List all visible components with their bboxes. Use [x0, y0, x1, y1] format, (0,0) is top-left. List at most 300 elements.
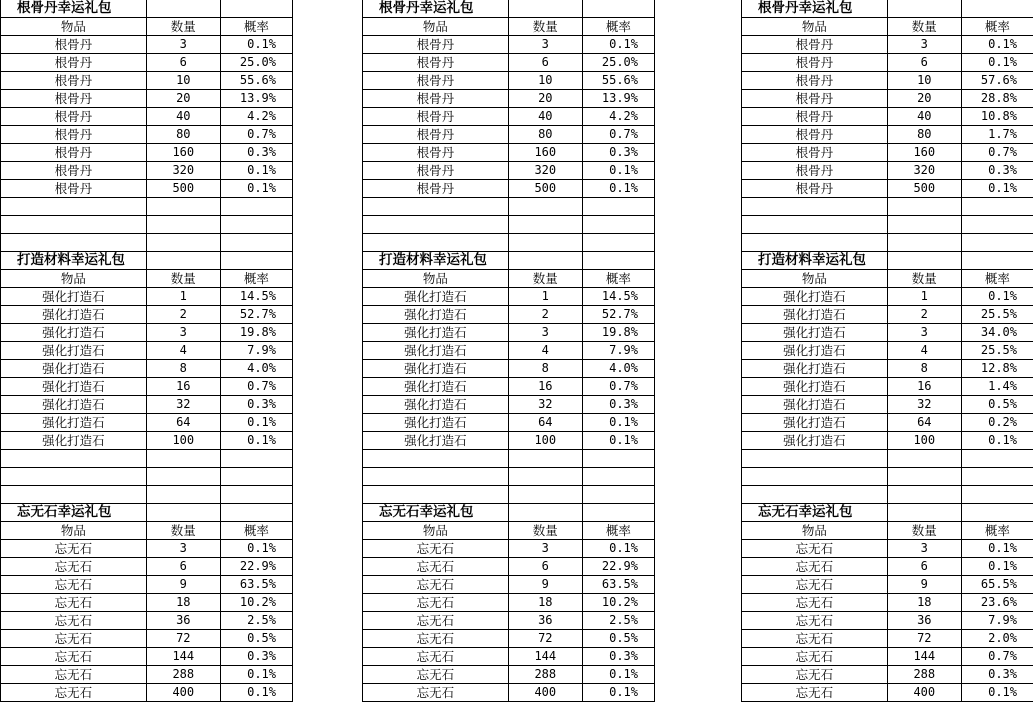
quantity-cell[interactable]: 64: [887, 414, 961, 432]
item-name-cell[interactable]: 忘无石: [363, 666, 508, 684]
probability-cell[interactable]: 0.1%: [961, 540, 1033, 558]
probability-cell[interactable]: 7.9%: [961, 612, 1033, 630]
quantity-cell[interactable]: 6: [146, 558, 220, 576]
item-name-cell[interactable]: 忘无石: [742, 540, 887, 558]
quantity-cell[interactable]: 2: [887, 306, 961, 324]
probability-cell[interactable]: 2.0%: [961, 630, 1033, 648]
item-name-cell[interactable]: 根骨丹: [742, 36, 887, 54]
item-name-cell[interactable]: 强化打造石: [742, 432, 887, 450]
quantity-cell[interactable]: 9: [887, 576, 961, 594]
empty-cell[interactable]: [220, 234, 292, 252]
empty-cell[interactable]: [508, 504, 582, 522]
item-name-cell[interactable]: 强化打造石: [742, 360, 887, 378]
item-name-cell[interactable]: 根骨丹: [1, 180, 146, 198]
header-qty[interactable]: 数量: [146, 522, 220, 540]
empty-cell[interactable]: [363, 486, 508, 504]
header-qty[interactable]: 数量: [508, 522, 582, 540]
empty-cell[interactable]: [220, 0, 292, 18]
item-name-cell[interactable]: 根骨丹: [1, 90, 146, 108]
empty-cell[interactable]: [220, 486, 292, 504]
empty-cell[interactable]: [582, 198, 654, 216]
pack-title[interactable]: 打造材料幸运礼包: [363, 252, 508, 270]
header-prob[interactable]: 概率: [220, 522, 292, 540]
quantity-cell[interactable]: 72: [887, 630, 961, 648]
probability-cell[interactable]: 0.1%: [961, 558, 1033, 576]
header-item[interactable]: 物品: [742, 522, 887, 540]
item-name-cell[interactable]: 忘无石: [742, 648, 887, 666]
empty-cell[interactable]: [146, 198, 220, 216]
quantity-cell[interactable]: 32: [146, 396, 220, 414]
probability-cell[interactable]: 0.1%: [582, 36, 654, 54]
item-name-cell[interactable]: 根骨丹: [1, 162, 146, 180]
probability-cell[interactable]: 25.0%: [220, 54, 292, 72]
quantity-cell[interactable]: 16: [146, 378, 220, 396]
quantity-cell[interactable]: 3: [146, 36, 220, 54]
item-name-cell[interactable]: 忘无石: [363, 648, 508, 666]
quantity-cell[interactable]: 400: [508, 684, 582, 702]
quantity-cell[interactable]: 3: [887, 36, 961, 54]
empty-cell[interactable]: [742, 216, 887, 234]
probability-cell[interactable]: 28.8%: [961, 90, 1033, 108]
probability-cell[interactable]: 0.1%: [220, 666, 292, 684]
item-name-cell[interactable]: 强化打造石: [1, 288, 146, 306]
quantity-cell[interactable]: 8: [887, 360, 961, 378]
quantity-cell[interactable]: 6: [887, 54, 961, 72]
item-name-cell[interactable]: 忘无石: [363, 612, 508, 630]
empty-cell[interactable]: [363, 450, 508, 468]
header-qty[interactable]: 数量: [887, 522, 961, 540]
empty-cell[interactable]: [508, 486, 582, 504]
header-prob[interactable]: 概率: [220, 270, 292, 288]
probability-cell[interactable]: 0.1%: [961, 432, 1033, 450]
pack-title[interactable]: 打造材料幸运礼包: [742, 252, 887, 270]
quantity-cell[interactable]: 2: [508, 306, 582, 324]
pack-title[interactable]: 根骨丹幸运礼包: [1, 0, 146, 18]
item-name-cell[interactable]: 忘无石: [1, 558, 146, 576]
quantity-cell[interactable]: 20: [146, 90, 220, 108]
empty-cell[interactable]: [220, 252, 292, 270]
probability-cell[interactable]: 0.3%: [961, 162, 1033, 180]
empty-cell[interactable]: [887, 486, 961, 504]
item-name-cell[interactable]: 强化打造石: [742, 396, 887, 414]
item-name-cell[interactable]: 根骨丹: [363, 180, 508, 198]
item-name-cell[interactable]: 根骨丹: [742, 126, 887, 144]
empty-cell[interactable]: [220, 504, 292, 522]
probability-cell[interactable]: 25.0%: [582, 54, 654, 72]
quantity-cell[interactable]: 36: [146, 612, 220, 630]
empty-cell[interactable]: [582, 0, 654, 18]
quantity-cell[interactable]: 32: [508, 396, 582, 414]
item-name-cell[interactable]: 忘无石: [363, 684, 508, 702]
empty-cell[interactable]: [961, 486, 1033, 504]
probability-cell[interactable]: 0.1%: [582, 540, 654, 558]
item-name-cell[interactable]: 忘无石: [1, 630, 146, 648]
quantity-cell[interactable]: 32: [887, 396, 961, 414]
item-name-cell[interactable]: 强化打造石: [742, 378, 887, 396]
probability-cell[interactable]: 34.0%: [961, 324, 1033, 342]
empty-cell[interactable]: [146, 252, 220, 270]
pack-title[interactable]: 忘无石幸运礼包: [1, 504, 146, 522]
empty-cell[interactable]: [961, 468, 1033, 486]
probability-cell[interactable]: 0.3%: [220, 396, 292, 414]
quantity-cell[interactable]: 6: [887, 558, 961, 576]
probability-cell[interactable]: 0.1%: [582, 666, 654, 684]
probability-cell[interactable]: 14.5%: [220, 288, 292, 306]
probability-cell[interactable]: 23.6%: [961, 594, 1033, 612]
item-name-cell[interactable]: 强化打造石: [742, 306, 887, 324]
empty-cell[interactable]: [961, 216, 1033, 234]
probability-cell[interactable]: 0.1%: [220, 180, 292, 198]
item-name-cell[interactable]: 根骨丹: [1, 126, 146, 144]
empty-cell[interactable]: [887, 216, 961, 234]
header-item[interactable]: 物品: [742, 270, 887, 288]
item-name-cell[interactable]: 忘无石: [363, 540, 508, 558]
probability-cell[interactable]: 63.5%: [220, 576, 292, 594]
probability-cell[interactable]: 0.7%: [961, 144, 1033, 162]
quantity-cell[interactable]: 9: [508, 576, 582, 594]
probability-cell[interactable]: 55.6%: [220, 72, 292, 90]
item-name-cell[interactable]: 根骨丹: [363, 72, 508, 90]
quantity-cell[interactable]: 1: [508, 288, 582, 306]
item-name-cell[interactable]: 根骨丹: [742, 72, 887, 90]
header-qty[interactable]: 数量: [146, 270, 220, 288]
probability-cell[interactable]: 4.2%: [582, 108, 654, 126]
quantity-cell[interactable]: 72: [146, 630, 220, 648]
empty-cell[interactable]: [508, 198, 582, 216]
empty-cell[interactable]: [146, 450, 220, 468]
item-name-cell[interactable]: 忘无石: [363, 630, 508, 648]
quantity-cell[interactable]: 100: [887, 432, 961, 450]
empty-cell[interactable]: [363, 216, 508, 234]
empty-cell[interactable]: [220, 216, 292, 234]
empty-cell[interactable]: [887, 504, 961, 522]
quantity-cell[interactable]: 160: [887, 144, 961, 162]
header-item[interactable]: 物品: [363, 270, 508, 288]
probability-cell[interactable]: 0.1%: [220, 414, 292, 432]
probability-cell[interactable]: 0.5%: [220, 630, 292, 648]
empty-cell[interactable]: [742, 468, 887, 486]
quantity-cell[interactable]: 400: [887, 684, 961, 702]
item-name-cell[interactable]: 强化打造石: [363, 414, 508, 432]
item-name-cell[interactable]: 忘无石: [1, 540, 146, 558]
quantity-cell[interactable]: 36: [887, 612, 961, 630]
pack-title[interactable]: 根骨丹幸运礼包: [363, 0, 508, 18]
quantity-cell[interactable]: 160: [146, 144, 220, 162]
quantity-cell[interactable]: 10: [887, 72, 961, 90]
probability-cell[interactable]: 13.9%: [582, 90, 654, 108]
quantity-cell[interactable]: 144: [508, 648, 582, 666]
item-name-cell[interactable]: 忘无石: [363, 558, 508, 576]
probability-cell[interactable]: 0.1%: [220, 540, 292, 558]
item-name-cell[interactable]: 忘无石: [742, 558, 887, 576]
item-name-cell[interactable]: 忘无石: [742, 612, 887, 630]
quantity-cell[interactable]: 500: [887, 180, 961, 198]
probability-cell[interactable]: 0.1%: [961, 684, 1033, 702]
empty-cell[interactable]: [508, 468, 582, 486]
probability-cell[interactable]: 25.5%: [961, 306, 1033, 324]
empty-cell[interactable]: [961, 234, 1033, 252]
empty-cell[interactable]: [508, 216, 582, 234]
quantity-cell[interactable]: 288: [508, 666, 582, 684]
empty-cell[interactable]: [146, 468, 220, 486]
probability-cell[interactable]: 0.7%: [961, 648, 1033, 666]
empty-cell[interactable]: [961, 450, 1033, 468]
item-name-cell[interactable]: 根骨丹: [363, 36, 508, 54]
item-name-cell[interactable]: 强化打造石: [363, 342, 508, 360]
probability-cell[interactable]: 1.7%: [961, 126, 1033, 144]
empty-cell[interactable]: [582, 468, 654, 486]
item-name-cell[interactable]: 根骨丹: [363, 90, 508, 108]
quantity-cell[interactable]: 320: [887, 162, 961, 180]
probability-cell[interactable]: 52.7%: [582, 306, 654, 324]
probability-cell[interactable]: 7.9%: [582, 342, 654, 360]
quantity-cell[interactable]: 16: [887, 378, 961, 396]
quantity-cell[interactable]: 320: [508, 162, 582, 180]
empty-cell[interactable]: [146, 234, 220, 252]
item-name-cell[interactable]: 根骨丹: [1, 72, 146, 90]
item-name-cell[interactable]: 忘无石: [742, 630, 887, 648]
quantity-cell[interactable]: 288: [887, 666, 961, 684]
item-name-cell[interactable]: 强化打造石: [1, 360, 146, 378]
header-prob[interactable]: 概率: [582, 270, 654, 288]
item-name-cell[interactable]: 忘无石: [742, 594, 887, 612]
quantity-cell[interactable]: 3: [508, 540, 582, 558]
item-name-cell[interactable]: 强化打造石: [1, 432, 146, 450]
probability-cell[interactable]: 10.2%: [582, 594, 654, 612]
item-name-cell[interactable]: 根骨丹: [363, 162, 508, 180]
item-name-cell[interactable]: 忘无石: [1, 594, 146, 612]
item-name-cell[interactable]: 强化打造石: [1, 342, 146, 360]
quantity-cell[interactable]: 16: [508, 378, 582, 396]
header-prob[interactable]: 概率: [961, 270, 1033, 288]
quantity-cell[interactable]: 18: [146, 594, 220, 612]
item-name-cell[interactable]: 根骨丹: [363, 126, 508, 144]
empty-cell[interactable]: [146, 0, 220, 18]
probability-cell[interactable]: 0.1%: [220, 684, 292, 702]
quantity-cell[interactable]: 8: [146, 360, 220, 378]
item-name-cell[interactable]: 强化打造石: [1, 414, 146, 432]
item-name-cell[interactable]: 强化打造石: [1, 306, 146, 324]
probability-cell[interactable]: 0.3%: [220, 648, 292, 666]
probability-cell[interactable]: 14.5%: [582, 288, 654, 306]
quantity-cell[interactable]: 64: [508, 414, 582, 432]
pack-title[interactable]: 打造材料幸运礼包: [1, 252, 146, 270]
empty-cell[interactable]: [1, 234, 146, 252]
probability-cell[interactable]: 7.9%: [220, 342, 292, 360]
quantity-cell[interactable]: 64: [146, 414, 220, 432]
item-name-cell[interactable]: 根骨丹: [1, 54, 146, 72]
item-name-cell[interactable]: 强化打造石: [363, 288, 508, 306]
item-name-cell[interactable]: 强化打造石: [1, 378, 146, 396]
header-qty[interactable]: 数量: [887, 270, 961, 288]
quantity-cell[interactable]: 3: [508, 36, 582, 54]
quantity-cell[interactable]: 10: [508, 72, 582, 90]
header-prob[interactable]: 概率: [220, 18, 292, 36]
item-name-cell[interactable]: 强化打造石: [742, 414, 887, 432]
empty-cell[interactable]: [887, 468, 961, 486]
probability-cell[interactable]: 0.1%: [220, 36, 292, 54]
header-prob[interactable]: 概率: [582, 18, 654, 36]
probability-cell[interactable]: 0.5%: [961, 396, 1033, 414]
header-item[interactable]: 物品: [1, 270, 146, 288]
item-name-cell[interactable]: 忘无石: [1, 576, 146, 594]
empty-cell[interactable]: [961, 198, 1033, 216]
item-name-cell[interactable]: 根骨丹: [742, 108, 887, 126]
quantity-cell[interactable]: 1: [887, 288, 961, 306]
header-qty[interactable]: 数量: [508, 270, 582, 288]
probability-cell[interactable]: 65.5%: [961, 576, 1033, 594]
quantity-cell[interactable]: 4: [508, 342, 582, 360]
probability-cell[interactable]: 55.6%: [582, 72, 654, 90]
quantity-cell[interactable]: 3: [146, 540, 220, 558]
item-name-cell[interactable]: 根骨丹: [363, 144, 508, 162]
probability-cell[interactable]: 0.1%: [582, 414, 654, 432]
probability-cell[interactable]: 52.7%: [220, 306, 292, 324]
quantity-cell[interactable]: 18: [887, 594, 961, 612]
quantity-cell[interactable]: 1: [146, 288, 220, 306]
empty-cell[interactable]: [508, 450, 582, 468]
item-name-cell[interactable]: 强化打造石: [742, 324, 887, 342]
item-name-cell[interactable]: 忘无石: [742, 666, 887, 684]
probability-cell[interactable]: 0.1%: [582, 162, 654, 180]
empty-cell[interactable]: [582, 486, 654, 504]
probability-cell[interactable]: 2.5%: [220, 612, 292, 630]
empty-cell[interactable]: [582, 216, 654, 234]
pack-title[interactable]: 忘无石幸运礼包: [363, 504, 508, 522]
empty-cell[interactable]: [1, 486, 146, 504]
item-name-cell[interactable]: 根骨丹: [742, 162, 887, 180]
quantity-cell[interactable]: 80: [887, 126, 961, 144]
pack-title[interactable]: 忘无石幸运礼包: [742, 504, 887, 522]
quantity-cell[interactable]: 320: [146, 162, 220, 180]
quantity-cell[interactable]: 3: [508, 324, 582, 342]
quantity-cell[interactable]: 3: [146, 324, 220, 342]
quantity-cell[interactable]: 9: [146, 576, 220, 594]
empty-cell[interactable]: [582, 504, 654, 522]
probability-cell[interactable]: 10.8%: [961, 108, 1033, 126]
probability-cell[interactable]: 0.1%: [961, 54, 1033, 72]
item-name-cell[interactable]: 强化打造石: [363, 432, 508, 450]
empty-cell[interactable]: [220, 450, 292, 468]
quantity-cell[interactable]: 18: [508, 594, 582, 612]
header-qty[interactable]: 数量: [508, 18, 582, 36]
quantity-cell[interactable]: 4: [146, 342, 220, 360]
item-name-cell[interactable]: 强化打造石: [1, 324, 146, 342]
item-name-cell[interactable]: 忘无石: [363, 576, 508, 594]
quantity-cell[interactable]: 6: [146, 54, 220, 72]
probability-cell[interactable]: 4.0%: [582, 360, 654, 378]
empty-cell[interactable]: [1, 216, 146, 234]
empty-cell[interactable]: [887, 198, 961, 216]
item-name-cell[interactable]: 强化打造石: [363, 324, 508, 342]
probability-cell[interactable]: 0.2%: [961, 414, 1033, 432]
item-name-cell[interactable]: 根骨丹: [1, 36, 146, 54]
empty-cell[interactable]: [1, 468, 146, 486]
quantity-cell[interactable]: 100: [508, 432, 582, 450]
item-name-cell[interactable]: 根骨丹: [1, 144, 146, 162]
empty-cell[interactable]: [363, 198, 508, 216]
item-name-cell[interactable]: 强化打造石: [363, 360, 508, 378]
empty-cell[interactable]: [582, 450, 654, 468]
empty-cell[interactable]: [582, 252, 654, 270]
probability-cell[interactable]: 12.8%: [961, 360, 1033, 378]
header-qty[interactable]: 数量: [146, 18, 220, 36]
empty-cell[interactable]: [961, 0, 1033, 18]
empty-cell[interactable]: [742, 234, 887, 252]
probability-cell[interactable]: 25.5%: [961, 342, 1033, 360]
header-item[interactable]: 物品: [742, 18, 887, 36]
item-name-cell[interactable]: 根骨丹: [742, 144, 887, 162]
empty-cell[interactable]: [363, 468, 508, 486]
item-name-cell[interactable]: 忘无石: [363, 594, 508, 612]
probability-cell[interactable]: 0.1%: [961, 288, 1033, 306]
empty-cell[interactable]: [887, 234, 961, 252]
probability-cell[interactable]: 57.6%: [961, 72, 1033, 90]
header-qty[interactable]: 数量: [887, 18, 961, 36]
empty-cell[interactable]: [961, 252, 1033, 270]
item-name-cell[interactable]: 根骨丹: [363, 108, 508, 126]
item-name-cell[interactable]: 忘无石: [1, 684, 146, 702]
header-item[interactable]: 物品: [1, 522, 146, 540]
quantity-cell[interactable]: 10: [146, 72, 220, 90]
header-item[interactable]: 物品: [1, 18, 146, 36]
item-name-cell[interactable]: 强化打造石: [742, 288, 887, 306]
item-name-cell[interactable]: 强化打造石: [363, 306, 508, 324]
probability-cell[interactable]: 0.7%: [582, 378, 654, 396]
header-item[interactable]: 物品: [363, 522, 508, 540]
empty-cell[interactable]: [146, 504, 220, 522]
pack-title[interactable]: 根骨丹幸运礼包: [742, 0, 887, 18]
empty-cell[interactable]: [961, 504, 1033, 522]
probability-cell[interactable]: 0.7%: [220, 378, 292, 396]
probability-cell[interactable]: 10.2%: [220, 594, 292, 612]
quantity-cell[interactable]: 160: [508, 144, 582, 162]
header-item[interactable]: 物品: [363, 18, 508, 36]
empty-cell[interactable]: [146, 486, 220, 504]
probability-cell[interactable]: 13.9%: [220, 90, 292, 108]
quantity-cell[interactable]: 36: [508, 612, 582, 630]
empty-cell[interactable]: [742, 486, 887, 504]
probability-cell[interactable]: 0.1%: [961, 180, 1033, 198]
empty-cell[interactable]: [582, 234, 654, 252]
probability-cell[interactable]: 1.4%: [961, 378, 1033, 396]
quantity-cell[interactable]: 20: [887, 90, 961, 108]
probability-cell[interactable]: 63.5%: [582, 576, 654, 594]
probability-cell[interactable]: 0.7%: [582, 126, 654, 144]
empty-cell[interactable]: [742, 450, 887, 468]
probability-cell[interactable]: 0.1%: [582, 432, 654, 450]
header-prob[interactable]: 概率: [961, 18, 1033, 36]
probability-cell[interactable]: 0.7%: [220, 126, 292, 144]
quantity-cell[interactable]: 3: [887, 324, 961, 342]
quantity-cell[interactable]: 400: [146, 684, 220, 702]
empty-cell[interactable]: [508, 252, 582, 270]
quantity-cell[interactable]: 8: [508, 360, 582, 378]
item-name-cell[interactable]: 强化打造石: [363, 378, 508, 396]
quantity-cell[interactable]: 2: [146, 306, 220, 324]
probability-cell[interactable]: 0.3%: [582, 144, 654, 162]
empty-cell[interactable]: [887, 0, 961, 18]
probability-cell[interactable]: 0.1%: [220, 162, 292, 180]
empty-cell[interactable]: [1, 450, 146, 468]
probability-cell[interactable]: 0.1%: [582, 180, 654, 198]
quantity-cell[interactable]: 72: [508, 630, 582, 648]
empty-cell[interactable]: [146, 216, 220, 234]
probability-cell[interactable]: 19.8%: [582, 324, 654, 342]
probability-cell[interactable]: 4.2%: [220, 108, 292, 126]
item-name-cell[interactable]: 强化打造石: [1, 396, 146, 414]
item-name-cell[interactable]: 忘无石: [742, 684, 887, 702]
